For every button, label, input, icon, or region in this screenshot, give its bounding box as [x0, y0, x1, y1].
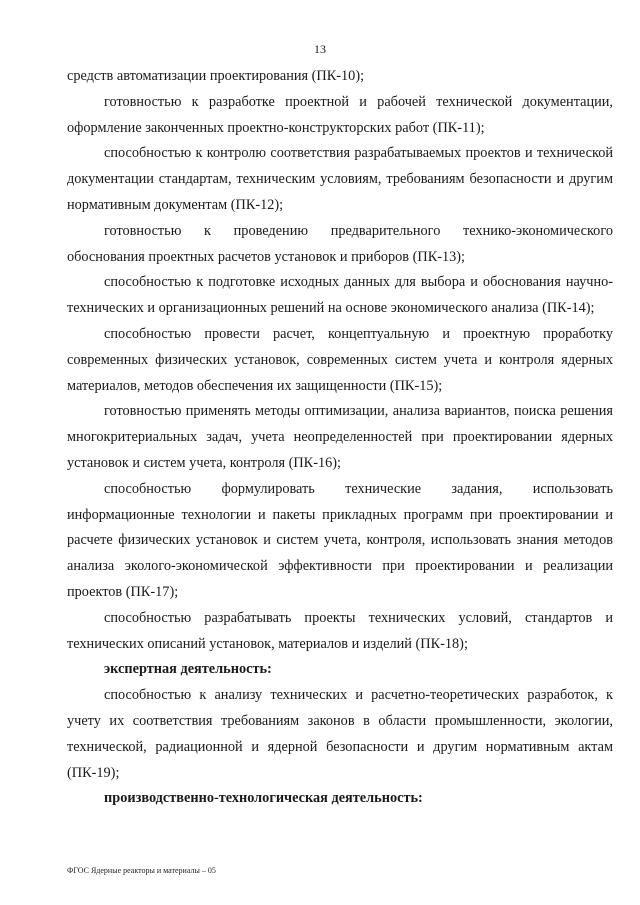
page-number: 13 [314, 42, 326, 56]
page-footer: ФГОС Ядерные реакторы и материалы – 05 [67, 866, 216, 875]
paragraph-pk16: готовностью применять методы оптимизации, анализа вариантов, поиска решения многокритериальных задач, учета неопределенностей при проектировании ядерных установок и систем учета, контроля (ПК-16); [67, 403, 613, 471]
paragraph-pk17: способностью формулировать технические задания, использовать информационные технологии и пакеты прикладных программ при проектировании и расчете физических установок и систем учета, контроля, использовать знания методов анализа эколого-экономической эффективности при проектировании и реализации проектов (ПК-17); [67, 480, 613, 600]
paragraph-pk13: готовностью к проведению предварительного технико-экономического обоснования проектных расчетов установок и приборов (ПК-13); [67, 222, 613, 265]
paragraph-pk14: способностью к подготовке исходных данных для выбора и обоснования научно-технических и организационных решений на основе экономического анализа (ПК-14); [67, 274, 613, 317]
document-body [67, 64, 613, 812]
paragraph-pk12: способностью к контролю соответствия разрабатываемых проектов и технической документации стандартам, техническим условиям, требованиям безопасности и другим нормативным документам (ПК-12); [67, 145, 613, 213]
paragraph-pk19: способностью к анализу технических и расчетно-теоретических разработок, к учету их соответствия требованиям законов в области промышленности, экологии, технической, радиационной и ядерной безопасности и другим нормативным актам (ПК-19); [67, 687, 613, 781]
paragraph-pk15: способностью провести расчет, концептуальную и проектную проработку современных физических установок, современных систем учета и контроля ядерных материалов, методов обеспечения их защищенности (ПК-15); [67, 325, 613, 394]
paragraph-pk11: готовностью к разработке проектной и рабочей технической документации, оформление законченных проектно-конструкторских работ (ПК-11); [67, 93, 613, 136]
section-heading-expert: экспертная деятельность: [104, 661, 272, 678]
paragraph-pk18: способностью разрабатывать проекты технических условий, стандартов и технических описаний установок, материалов и изделий (ПК-18); [67, 609, 613, 652]
section-heading-production: производственно-технологическая деятельность: [104, 790, 423, 807]
paragraph-pk10-continuation: средств автоматизации проектирования (ПК-10); [67, 68, 365, 84]
